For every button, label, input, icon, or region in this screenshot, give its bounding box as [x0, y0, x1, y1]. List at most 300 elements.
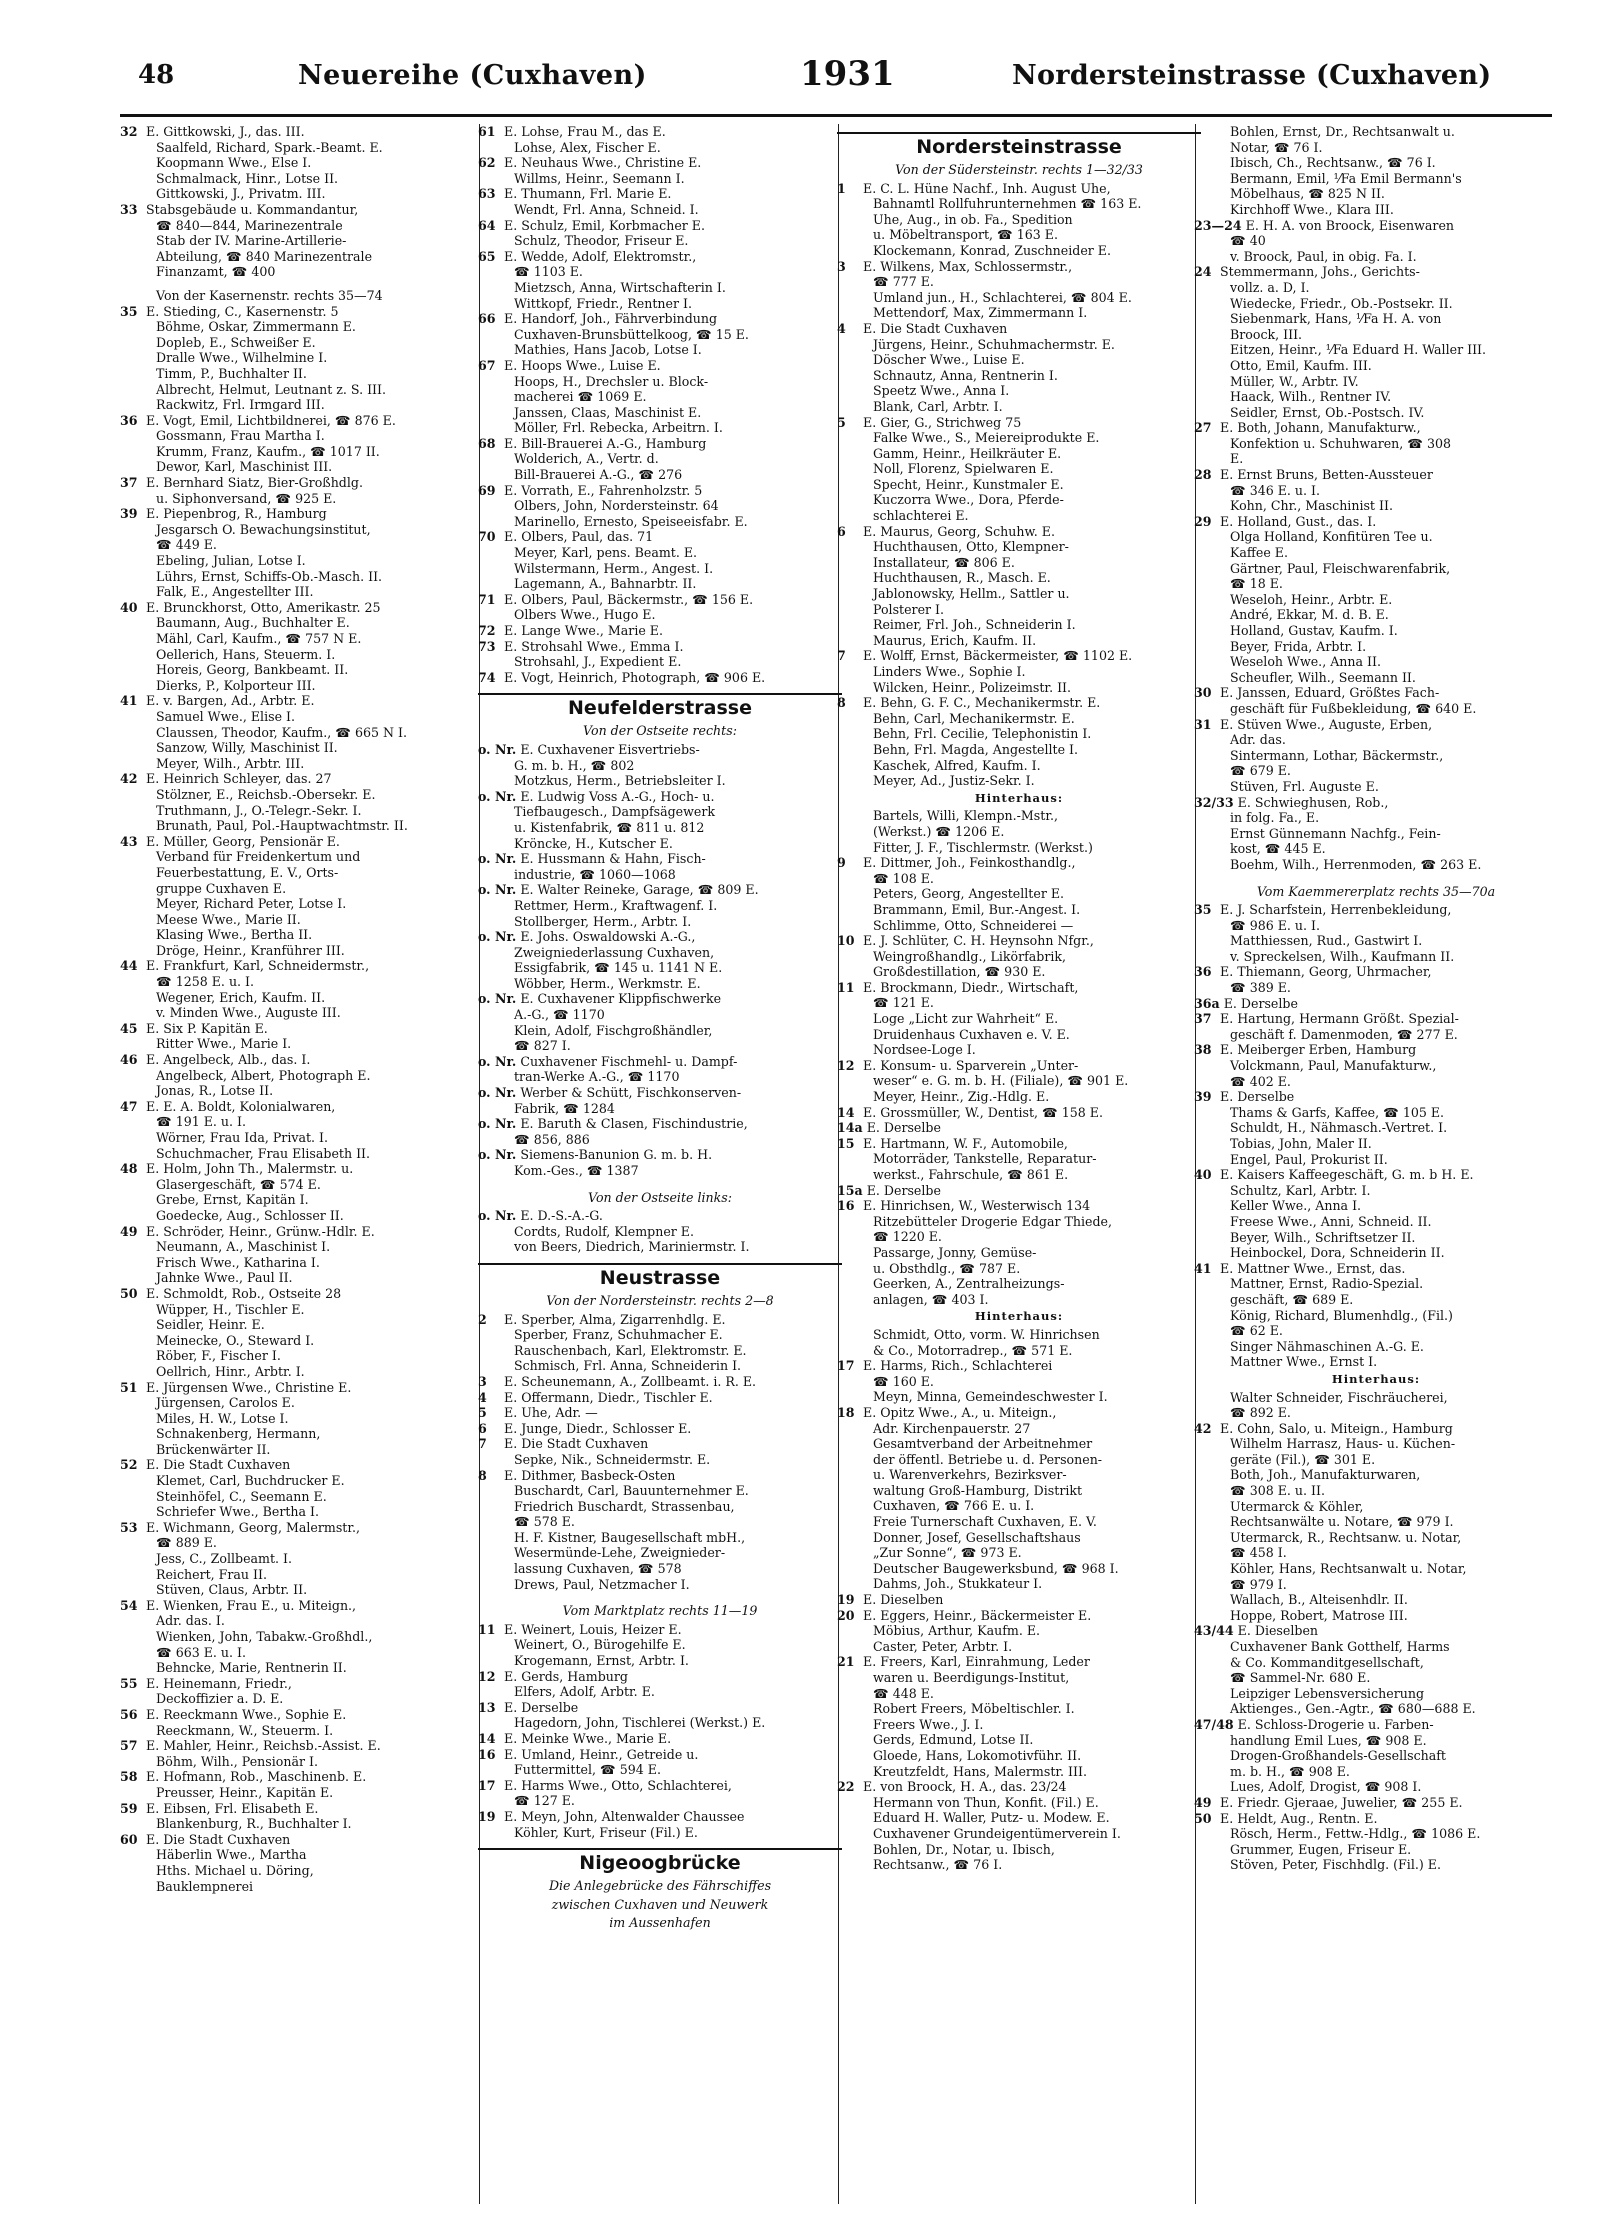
- entry-text: E. Hofmann, Rob., Maschinenb. E.: [142, 1769, 367, 1785]
- entry-text: E. Cuxhavener Klippfischwerke: [516, 991, 722, 1007]
- directory-entry: Hoops, H., Drechsler u. Block-: [514, 373, 709, 389]
- entry-text: E. Wichmann, Georg, Malermstr.,: [142, 1519, 360, 1535]
- house-number: 8: [837, 695, 846, 711]
- directory-entry: Deckoffizier a. D. E.: [156, 1691, 284, 1707]
- entry-text: E. Umland, Heinr., Getreide u.: [500, 1746, 699, 1762]
- entry-text: E. Meiberger Erben, Hamburg: [1216, 1042, 1417, 1058]
- directory-entry: Köhler, Kurt, Friseur (Fil.) E.: [514, 1824, 698, 1840]
- house-number: 12: [837, 1057, 855, 1073]
- section-title: Nigeoogbrücke: [478, 1848, 842, 1874]
- directory-entry: macherei ☎ 1069 E.: [514, 389, 647, 405]
- directory-entry: [478, 124, 842, 140]
- entry-text: E. Heinrich Schleyer, das. 27: [142, 771, 332, 787]
- directory-entry: Cuxhaven, ☎ 766 E. u. I.: [873, 1498, 1035, 1514]
- entry-text: E. Walter Reineke, Garage, ☎ 809 E.: [516, 882, 759, 898]
- entry-text: E. Scheunemann, A., Zollbeamt. i. R. E.: [500, 1373, 757, 1389]
- directory-entry: ☎ 191 E. u. I.: [156, 1114, 247, 1130]
- directory-entry: Kreutzfeldt, Hans, Malermstr. III.: [873, 1763, 1087, 1779]
- entry-text: E. Hartmann, W. F., Automobile,: [859, 1135, 1068, 1151]
- directory-entry: Cuxhavener Grundeigentümerverein I.: [873, 1825, 1121, 1841]
- directory-entry: Hoppe, Robert, Matrose III.: [1230, 1607, 1408, 1623]
- directory-entry: Bartels, Willi, Klempn.-Mstr.,: [873, 808, 1058, 824]
- entry-text: E. Thumann, Frl. Marie E.: [500, 186, 672, 202]
- directory-entry: ☎ 827 I.: [514, 1038, 571, 1054]
- directory-entry: Claussen, Theodor, Kaufm., ☎ 665 N I.: [156, 724, 407, 740]
- directory-entry: Kohn, Chr., Maschinist II.: [1230, 498, 1393, 514]
- directory-entry: Falk, E., Angestellter III.: [156, 584, 314, 600]
- house-number: 11: [478, 1621, 496, 1637]
- house-number: 73: [478, 638, 496, 654]
- directory-entry: [1194, 717, 1558, 733]
- directory-entry: Huchthausen, Otto, Klempner-: [873, 539, 1069, 555]
- section-caption: im Aussenhafen: [609, 1915, 711, 1931]
- directory-entry: Röber, F., Fischer I.: [156, 1348, 281, 1364]
- directory-entry: [478, 1421, 842, 1437]
- directory-entry: [478, 186, 842, 202]
- section-title: Nordersteinstrasse: [837, 132, 1201, 158]
- directory-entry: Stölzner, E., Reichsb.-Obersekr. E.: [156, 786, 376, 802]
- house-number: o. Nr.: [478, 741, 517, 757]
- directory-entry: Lagemann, A., Bahnarbtr. II.: [514, 576, 697, 592]
- directory-entry: Grebe, Ernst, Kapitän I.: [156, 1192, 309, 1208]
- directory-entry: [478, 670, 842, 686]
- directory-entry: [478, 1390, 842, 1406]
- directory-entry: der öffentl. Betriebe u. d. Personen-: [873, 1451, 1103, 1467]
- directory-entry: Gärtner, Paul, Fleischwarenfabrik,: [1230, 560, 1451, 576]
- directory-entry: [837, 1358, 1201, 1374]
- directory-entry: Aktienges., Gen.-Agtr., ☎ 680—688 E.: [1230, 1701, 1476, 1717]
- directory-entry: Passarge, Jonny, Gemüse-: [873, 1244, 1037, 1260]
- directory-entry: Singer Nähmaschinen A.-G. E.: [1230, 1338, 1424, 1354]
- directory-entry: „Zur Sonne“, ☎ 973 E.: [873, 1545, 1022, 1561]
- house-number: 22: [837, 1779, 855, 1795]
- directory-entry: Schmalmack, Hinr., Lotse II.: [156, 170, 339, 186]
- house-number: 14: [478, 1731, 496, 1746]
- entry-text: E. Schwieghusen, Rob.,: [1233, 794, 1389, 810]
- directory-entry: Futtermittel, ☎ 594 E.: [514, 1762, 661, 1778]
- directory-entry: [478, 155, 842, 171]
- directory-entry: [478, 991, 842, 1007]
- house-number: 19: [478, 1808, 496, 1824]
- entry-text: E. Mattner Wwe., Ernst, das.: [1216, 1260, 1406, 1276]
- entry-text: E. Freers, Karl, Einrahmung, Leder: [859, 1654, 1090, 1670]
- entry-text: E. Sperber, Alma, Zigarrenhdlg. E.: [500, 1311, 726, 1327]
- directory-entry: [478, 1809, 842, 1825]
- directory-entry: [478, 483, 842, 499]
- directory-entry: Uhe, Aug., in ob. Fa., Spedition: [873, 211, 1073, 227]
- directory-entry: [478, 311, 842, 327]
- entry-text: E. Bill-Brauerei A.-G., Hamburg: [500, 435, 707, 451]
- house-number: 32/33: [1194, 794, 1234, 810]
- directory-entry: Möbius, Arthur, Kaufm. E.: [873, 1623, 1041, 1639]
- house-number: o. Nr.: [478, 1053, 517, 1069]
- entry-text: E. E. A. Boldt, Kolonialwaren,: [142, 1098, 336, 1114]
- directory-entry: Neumann, A., Maschinist I.: [156, 1239, 331, 1255]
- directory-entry: u. Möbeltransport, ☎ 163 E.: [873, 227, 1058, 243]
- house-number: 47/48: [1194, 1716, 1234, 1732]
- directory-entry: u. Kistenfabrik, ☎ 811 u. 812: [514, 819, 705, 835]
- directory-entry: Goedecke, Aug., Schlosser II.: [156, 1207, 344, 1223]
- directory-entry: König, Richard, Blumenhdlg., (Fil.): [1230, 1307, 1453, 1323]
- directory-entry: Jess, C., Zollbeamt. I.: [156, 1551, 293, 1567]
- page-number: 48: [138, 60, 175, 90]
- directory-entry: v. Minden Wwe., Auguste III.: [156, 1005, 341, 1021]
- section-caption: Die Anlegebrücke des Fährschiffes: [548, 1878, 772, 1894]
- directory-entry: [1194, 467, 1558, 483]
- entry-text: E. Wienken, Frau E., u. Miteign.,: [142, 1597, 357, 1613]
- directory-entry: Installateur, ☎ 806 E.: [873, 554, 1015, 570]
- directory-entry: m. b. H., ☎ 908 E.: [1230, 1763, 1350, 1779]
- directory-entry: ☎ 777 E.: [873, 274, 934, 290]
- directory-entry: Steinhöfel, C., Seemann E.: [156, 1488, 327, 1504]
- entry-text: E. Derselbe: [500, 1699, 579, 1715]
- directory-entry: Behncke, Marie, Rentnerin II.: [156, 1660, 347, 1676]
- house-number: 55: [120, 1675, 138, 1691]
- directory-entry: weser“ e. G. m. b. H. (Filiale), ☎ 901 E.: [873, 1073, 1129, 1089]
- directory-entry: Schultz, Karl, Arbtr. I.: [1230, 1182, 1371, 1198]
- house-number: 28: [1194, 467, 1212, 483]
- directory-entry: Friedrich Buschardt, Strassenbau,: [514, 1498, 735, 1514]
- directory-entry: Jesgarsch O. Bewachungsinstitut,: [156, 521, 371, 537]
- directory-entry: ☎ 1258 E. u. I.: [156, 974, 255, 990]
- entry-text: E. Hoops Wwe., Luise E.: [500, 357, 661, 373]
- house-number: 17: [837, 1358, 855, 1374]
- directory-entry: [1194, 1811, 1558, 1827]
- entry-text: E. Gittkowski, J., das. III.: [142, 124, 305, 139]
- entry-text: E. H. A. von Broock, Eisenwaren: [1241, 217, 1455, 233]
- directory-entry: [1194, 795, 1558, 811]
- directory-entry: Rösch, Herm., Fettw.-Hdlg., ☎ 1086 E.: [1230, 1826, 1481, 1842]
- directory-entry: (Werkst.) ☎ 1206 E.: [873, 823, 1005, 839]
- directory-entry: [837, 1136, 1201, 1152]
- directory-entry: [478, 1731, 842, 1747]
- house-number: 32: [120, 124, 138, 139]
- directory-entry: [1194, 218, 1558, 234]
- directory-entry: Schriefer Wwe., Bertha I.: [156, 1504, 320, 1520]
- entry-text: E. Six P. Kapitän E.: [142, 1020, 268, 1036]
- directory-entry: Rettmer, Herm., Kraftwagenf. I.: [514, 897, 718, 913]
- entry-text: E. C. L. Hüne Nachf., Inh. August Uhe,: [859, 180, 1111, 196]
- directory-entry: u. Obsthdlg., ☎ 787 E.: [873, 1260, 1021, 1276]
- directory-entry: ☎ 108 E.: [873, 870, 934, 886]
- directory-entry: anlagen, ☎ 403 I.: [873, 1291, 989, 1307]
- entry-text: E. Strohsahl Wwe., Emma I.: [500, 638, 684, 654]
- directory-entry: Wienken, John, Tabakw.-Großhdl.,: [156, 1629, 373, 1644]
- entry-text: E. Schloss-Drogerie u. Farben-: [1233, 1716, 1434, 1732]
- directory-entry: [1194, 996, 1558, 1012]
- directory-entry: Saalfeld, Richard, Spark.-Beamt. E.: [156, 139, 383, 155]
- directory-entry: Umland jun., H., Schlachterei, ☎ 804 E.: [873, 289, 1132, 305]
- house-number: 6: [837, 523, 846, 539]
- directory-entry: Wüpper, H., Tischler E.: [156, 1301, 305, 1317]
- directory-entry: Drews, Paul, Netzmacher I.: [514, 1576, 690, 1592]
- page-header: [0, 0, 1600, 115]
- house-number: 3: [837, 258, 846, 274]
- directory-entry: Gesamtverband der Arbeitnehmer: [873, 1436, 1093, 1452]
- house-number: 60: [120, 1831, 138, 1847]
- directory-entry: [120, 958, 484, 974]
- directory-entry: Otto, Emil, Kaufm. III.: [1230, 357, 1372, 373]
- entry-text: Stemmermann, Johs., Gerichts-: [1216, 264, 1420, 280]
- directory-entry: Sanzow, Willy, Maschinist II.: [156, 740, 338, 756]
- directory-entry: Tiefbaugesch., Dampfsägewerk: [514, 804, 716, 820]
- directory-entry: [120, 1286, 484, 1302]
- house-number: 5: [478, 1405, 487, 1421]
- directory-entry: Wittkopf, Friedr., Rentner I.: [514, 295, 692, 311]
- entry-text: E. J. Schlüter, C. H. Heynsohn Nfgr.,: [859, 933, 1094, 949]
- directory-entry: [120, 1224, 484, 1240]
- house-number: o. Nr.: [478, 929, 517, 945]
- directory-entry: [478, 1147, 842, 1163]
- directory-entry: [1194, 1717, 1558, 1733]
- directory-entry: Bermann, Emil, ⅟Fa Emil Bermann's: [1230, 170, 1462, 186]
- entry-text: E. v. Bargen, Ad., Arbtr. E.: [142, 693, 315, 709]
- directory-entry: [1194, 1011, 1558, 1027]
- directory-entry: Lues, Adolf, Drogist, ☎ 908 I.: [1230, 1779, 1422, 1795]
- directory-entry: Bauklempnerei: [156, 1878, 254, 1894]
- house-number: 47: [120, 1098, 138, 1114]
- entry-text: E. Friedr. Gjeraae, Juwelier, ☎ 255 E.: [1216, 1794, 1463, 1810]
- directory-entry: Kuczorra Wwe., Dora, Pferde-: [873, 492, 1064, 508]
- directory-entry: [120, 771, 484, 787]
- directory-entry: Krogemann, Ernst, Arbtr. I.: [514, 1653, 689, 1669]
- directory-entry: Lührs, Ernst, Schiffs-Ob.-Masch. II.: [156, 568, 383, 584]
- house-number: 6: [478, 1420, 487, 1436]
- house-number: 72: [478, 623, 496, 638]
- directory-entry: Maurus, Erich, Kaufm. II.: [873, 632, 1037, 648]
- entry-text: E. Lange Wwe., Marie E.: [500, 623, 663, 638]
- house-number: 18: [837, 1404, 855, 1420]
- directory-entry: [478, 1468, 842, 1484]
- directory-entry: gruppe Cuxhaven E.: [156, 880, 287, 896]
- directory-entry: Utermarck & Köhler,: [1230, 1498, 1364, 1514]
- directory-entry: Hths. Michael u. Döring,: [156, 1862, 314, 1878]
- directory-entry: Gloede, Hans, Lokomotivführ. II.: [873, 1747, 1082, 1763]
- directory-entry: [478, 851, 842, 867]
- entry-text: E. Die Stadt Cuxhaven: [859, 320, 1008, 336]
- house-number: 14: [837, 1104, 855, 1120]
- directory-entry: Behn, Frl. Cecilie, Telephonistin I.: [873, 726, 1092, 742]
- entry-text: E. Johs. Oswaldowski A.-G.,: [516, 929, 696, 945]
- directory-entry: ☎ 346 E. u. I.: [1230, 482, 1321, 498]
- directory-column-3: [837, 124, 1201, 2209]
- directory-entry: Loge „Licht zur Wahrheit“ E.: [873, 1011, 1059, 1027]
- directory-entry: Böhme, Oskar, Zimmermann E.: [156, 319, 356, 335]
- entry-text: E. von Broock, H. A., das. 23/24: [859, 1779, 1067, 1795]
- entry-text: E. Cohn, Salo, u. Miteign., Hamburg: [1216, 1420, 1453, 1436]
- directory-entry: werkst., Fahrschule, ☎ 861 E.: [873, 1167, 1069, 1182]
- directory-entry: Großdestillation, ☎ 930 E.: [873, 964, 1046, 980]
- directory-entry: Ritzebütteler Drogerie Edgar Thiede,: [873, 1213, 1112, 1229]
- directory-entry: [120, 304, 484, 320]
- directory-entry: [478, 1208, 842, 1224]
- directory-entry: Döscher Wwe., Luise E.: [873, 352, 1025, 368]
- directory-entry: Möbelhaus, ☎ 825 N II.: [1230, 186, 1385, 202]
- entry-text: E. Bernhard Siatz, Bier-Großhdlg.: [142, 475, 363, 491]
- directory-entry: Druidenhaus Cuxhaven e. V. E.: [873, 1026, 1070, 1042]
- directory-entry: Olbers, John, Nordersteinstr. 64: [514, 498, 719, 514]
- directory-entry: [837, 524, 1201, 540]
- house-number: 4: [478, 1389, 487, 1405]
- spacer: [120, 280, 484, 288]
- house-number: 43: [120, 833, 138, 849]
- directory-entry: geräte (Fil.), ☎ 301 E.: [1230, 1451, 1376, 1467]
- house-number: 5: [837, 414, 846, 430]
- directory-entry: [120, 1457, 484, 1473]
- entry-text: E. Die Stadt Cuxhaven: [500, 1436, 649, 1452]
- house-number: 36: [1194, 964, 1212, 980]
- directory-entry: waren u. Beerdigungs-Institut,: [873, 1670, 1070, 1685]
- directory-entry: Rackwitz, Frl. Irmgard III.: [156, 397, 325, 413]
- directory-entry: [120, 1380, 484, 1396]
- entry-text: E. Hinrichsen, W., Westerwisch 134: [859, 1198, 1091, 1214]
- directory-entry: Falke Wwe., S., Meiereiprodukte E.: [873, 430, 1100, 446]
- house-number: 31: [1194, 716, 1212, 732]
- directory-entry: [120, 413, 484, 429]
- section-caption: Von der Ostseite links:: [588, 1189, 732, 1205]
- entry-text: E. Heldt, Aug., Rentn. E.: [1216, 1810, 1378, 1826]
- directory-entry: Seidler, Heinr. E.: [156, 1317, 265, 1333]
- directory-entry: Bohlen, Dr., Notar, u. Ibisch,: [873, 1841, 1055, 1857]
- house-number: 37: [120, 475, 138, 491]
- directory-entry: waltung Groß-Hamburg, Distrikt: [873, 1482, 1083, 1498]
- house-number: 19: [837, 1592, 855, 1608]
- header-right-street: Nordersteinstrasse (Cuxhaven): [1012, 60, 1492, 91]
- directory-entry: ☎ 402 E.: [1230, 1073, 1291, 1089]
- directory-entry: Von der Kasernenstr. rechts 35—74: [156, 287, 383, 303]
- spacer: [478, 1179, 842, 1187]
- directory-entry: Weseloh Wwe., Anna II.: [1230, 654, 1381, 670]
- house-number: 45: [120, 1020, 138, 1036]
- directory-entry: Schnautz, Anna, Rentnerin I.: [873, 367, 1058, 383]
- block-caption: Hinterhaus:: [1331, 1371, 1421, 1386]
- directory-entry: [478, 218, 842, 234]
- entry-text: E. Opitz Wwe., A., u. Miteign.,: [859, 1404, 1057, 1420]
- house-number: 2: [478, 1311, 487, 1327]
- directory-entry: tran-Werke A.-G., ☎ 1170: [514, 1069, 680, 1085]
- block-caption: Hinterhaus:: [974, 1309, 1064, 1324]
- entry-text: E. Holland, Gust., das. I.: [1216, 513, 1377, 529]
- directory-entry: Leipziger Lebensversicherung: [1230, 1685, 1425, 1701]
- house-number: 33: [120, 201, 138, 217]
- directory-entry: Walter Schneider, Fischräucherei,: [1230, 1389, 1448, 1405]
- directory-entry: [478, 1747, 842, 1763]
- directory-entry: Mathies, Hans Jacob, Lotse I.: [514, 342, 702, 358]
- directory-entry: [837, 980, 1201, 996]
- house-number: 63: [478, 186, 496, 202]
- directory-entry: Linders Wwe., Sophie I.: [873, 664, 1026, 679]
- directory-entry: [478, 1312, 842, 1328]
- directory-entry: ☎ 448 E.: [873, 1685, 934, 1701]
- directory-entry: [837, 1183, 1201, 1199]
- directory-entry: Wolderich, A., Vertr. d.: [514, 451, 659, 467]
- directory-entry: [120, 506, 484, 522]
- house-number: 46: [120, 1052, 138, 1068]
- entry-text: E. Müller, Georg, Pensionär E.: [142, 833, 340, 849]
- directory-entry: Gerds, Edmund, Lotse II.: [873, 1732, 1034, 1748]
- entry-text: E. Brunckhorst, Otto, Amerikastr. 25: [142, 599, 381, 615]
- directory-entry: Thams & Garfs, Kaffee, ☎ 105 E.: [1230, 1104, 1445, 1120]
- directory-entry: [478, 358, 842, 374]
- house-number: 50: [120, 1285, 138, 1301]
- entry-text: E. Behn, G. F. C., Mechanikermstr. E.: [859, 695, 1101, 711]
- entry-text: E. Derselbe: [1219, 995, 1298, 1011]
- house-number: 27: [1194, 420, 1212, 436]
- directory-entry: in folg. Fa., E.: [1230, 810, 1320, 826]
- directory-entry: Lohse, Alex, Fischer E.: [514, 139, 661, 155]
- directory-entry: ☎ 889 E.: [156, 1535, 217, 1551]
- house-number: 40: [1194, 1167, 1212, 1183]
- directory-entry: ☎ 892 E.: [1230, 1405, 1291, 1421]
- directory-entry: Tobias, John, Maler II.: [1230, 1136, 1372, 1151]
- directory-entry: Miles, H. W., Lotse I.: [156, 1410, 289, 1426]
- directory-entry: ☎ 840—844, Marinezentrale: [156, 217, 343, 233]
- entry-text: E. Gier, G., Strichweg 75: [859, 414, 1022, 430]
- section-caption: Von der Südersteinstr. rechts 1—32/33: [895, 162, 1143, 177]
- directory-entry: [478, 592, 842, 608]
- header-year: 1931: [800, 54, 895, 94]
- directory-entry: [478, 1085, 842, 1101]
- directory-entry: ☎ 663 E. u. I.: [156, 1644, 247, 1660]
- entry-text: E. Brockmann, Diedr., Wirtschaft,: [859, 979, 1079, 995]
- entry-text: E. Vogt, Heinrich, Photograph, ☎ 906 E.: [500, 669, 766, 685]
- directory-entry: Klemet, Carl, Buchdrucker E.: [156, 1473, 345, 1489]
- directory-entry: Jürgens, Heinr., Schuhmachermstr. E.: [873, 336, 1115, 352]
- entry-text: E. Kaisers Kaffeegeschäft, G. m. b H. E.: [1216, 1167, 1474, 1183]
- directory-entry: [1194, 1042, 1558, 1058]
- directory-entry: & Co. Kommanditgesellschaft,: [1230, 1654, 1424, 1670]
- house-number: 59: [120, 1800, 138, 1816]
- directory-entry: ☎ 679 E.: [1230, 763, 1291, 779]
- entry-text: E. Olbers, Paul, das. 71: [500, 529, 654, 545]
- entry-text: E. Dittmer, Joh., Feinkosthandlg.,: [859, 855, 1076, 871]
- directory-entry: [837, 1592, 1201, 1608]
- entry-text: E. Dithmer, Basbeck-Osten: [500, 1467, 676, 1483]
- directory-entry: Meyer, Heinr., Zig.-Hdlg. E.: [873, 1089, 1050, 1105]
- directory-entry: Weingroßhandlg., Likörfabrik,: [873, 948, 1067, 964]
- directory-entry: Reeckmann, W., Steuerm. I.: [156, 1722, 334, 1738]
- house-number: 20: [837, 1607, 855, 1623]
- directory-entry: [1194, 1167, 1558, 1183]
- house-number: 10: [837, 933, 855, 949]
- entry-text: E. Baruth & Clasen, Fischindustrie,: [516, 1116, 748, 1132]
- entry-text: E. Ludwig Voss A.-G., Hoch- u.: [516, 788, 715, 804]
- directory-entry: Stollberger, Herm., Arbtr. I.: [514, 913, 692, 929]
- directory-entry: [120, 1832, 484, 1848]
- directory-entry: Dröge, Heinr., Kranführer III.: [156, 942, 345, 958]
- directory-entry: [1194, 420, 1558, 436]
- directory-entry: Blankenburg, R., Buchhalter I.: [156, 1816, 352, 1832]
- spacer: [1194, 873, 1558, 881]
- directory-entry: Cuxhaven-Brunsbüttelkoog, ☎ 15 E.: [514, 326, 749, 342]
- entry-text: E. J. Scharfstein, Herrenbekleidung,: [1216, 902, 1452, 918]
- directory-entry: Jahnke Wwe., Paul II.: [156, 1270, 293, 1286]
- directory-entry: Gamm, Heinr., Heilkräuter E.: [873, 445, 1062, 461]
- directory-entry: ☎ 160 E.: [873, 1373, 934, 1389]
- house-number: 43/44: [1194, 1623, 1234, 1639]
- directory-entry: Dahms, Joh., Stukkateur I.: [873, 1576, 1043, 1592]
- directory-entry: Finanzamt, ☎ 400: [156, 264, 276, 280]
- directory-entry: Bill-Brauerei A.-G., ☎ 276: [514, 467, 683, 483]
- directory-entry: v. Spreckelsen, Wilh., Kaufmann II.: [1230, 948, 1455, 964]
- directory-entry: Beyer, Frida, Arbtr. I.: [1230, 638, 1367, 654]
- directory-column-4: [1194, 124, 1558, 2209]
- entry-text: E. Dieselben: [1233, 1623, 1319, 1639]
- house-number: 68: [478, 435, 496, 451]
- house-number: 15: [837, 1135, 855, 1151]
- directory-entry: Behn, Carl, Mechanikermstr. E.: [873, 710, 1075, 726]
- directory-entry: Truthmann, J., O.-Telegr.-Sekr. I.: [156, 802, 362, 818]
